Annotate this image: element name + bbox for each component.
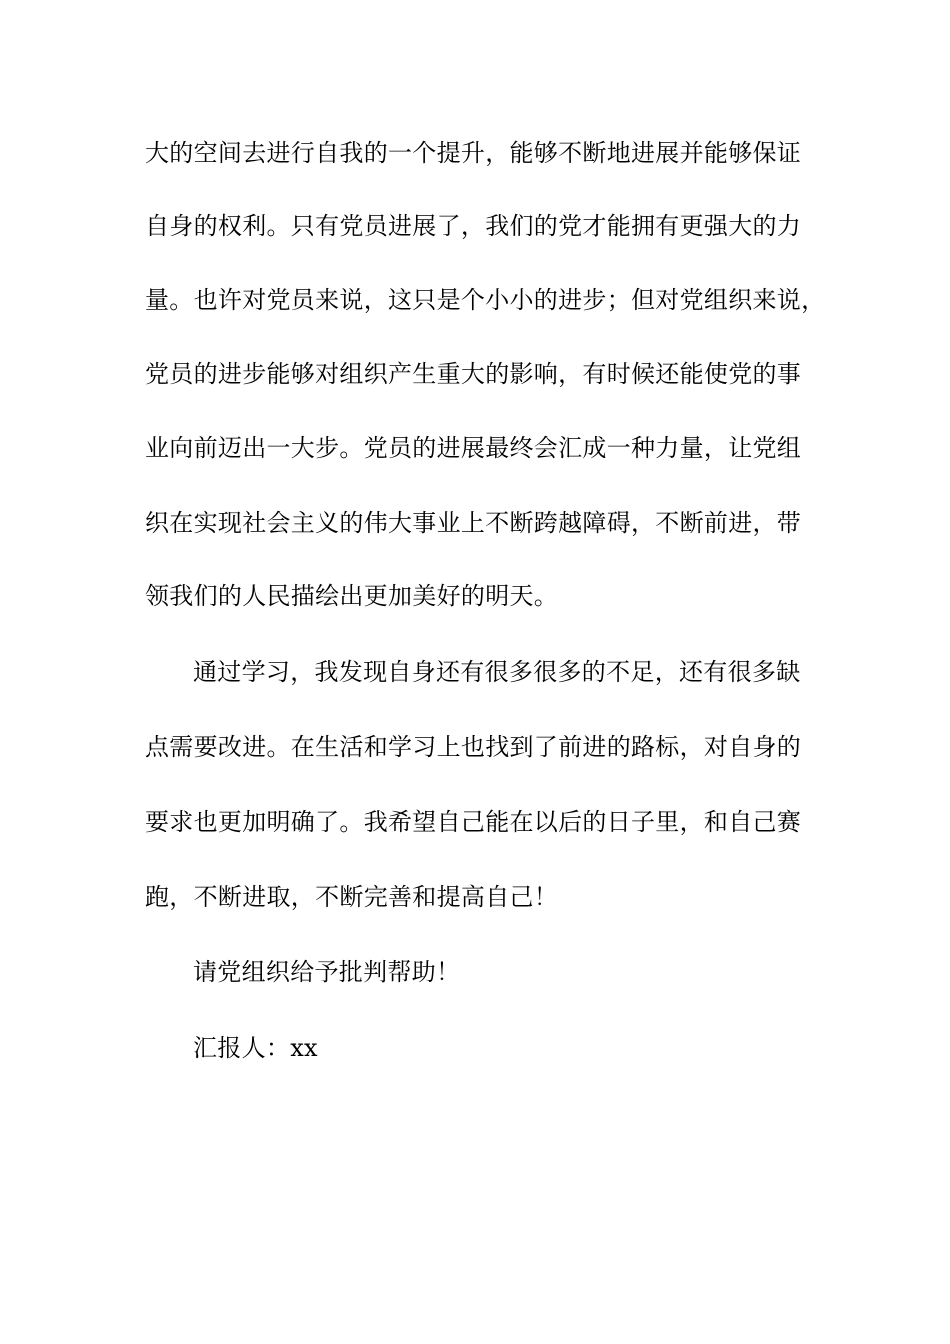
paragraph-1-line-2: 自身的权利。只有党员进展了，我们的党才能拥有更强大的力 (145, 212, 802, 240)
paragraph-1-line-3: 量。也许对党员来说，这只是个小小的进步；但对党组织来说， (145, 286, 826, 314)
closing-request: 请党组织给予批判帮助！ (193, 958, 461, 986)
paragraph-1-line-1: 大的空间去进行自我的一个提升，能够不断地进展并能够保证 (145, 139, 802, 167)
paragraph-2-line-2: 点需要改进。在生活和学习上也找到了前进的路标，对自身的 (145, 733, 802, 761)
paragraph-1-line-5: 业向前迈出一大步。党员的进展最终会汇成一种力量，让党组 (145, 434, 802, 462)
reporter-line: 汇报人：xx (193, 1034, 318, 1062)
paragraph-2-line-3: 要求也更加明确了。我希望自己能在以后的日子里，和自己赛 (145, 808, 802, 836)
paragraph-2-line-4: 跑，不断进取，不断完善和提高自己！ (145, 883, 559, 911)
paragraph-1-line-6: 织在实现社会主义的伟大事业上不断跨越障碍，不断前进，带 (145, 509, 802, 537)
paragraph-1-line-4: 党员的进步能够对组织产生重大的影响，有时候还能使党的事 (145, 360, 802, 388)
paragraph-2-line-1: 通过学习，我发现自身还有很多很多的不足，还有很多缺 (193, 658, 801, 686)
paragraph-1-line-7: 领我们的人民描绘出更加美好的明天。 (145, 582, 559, 610)
